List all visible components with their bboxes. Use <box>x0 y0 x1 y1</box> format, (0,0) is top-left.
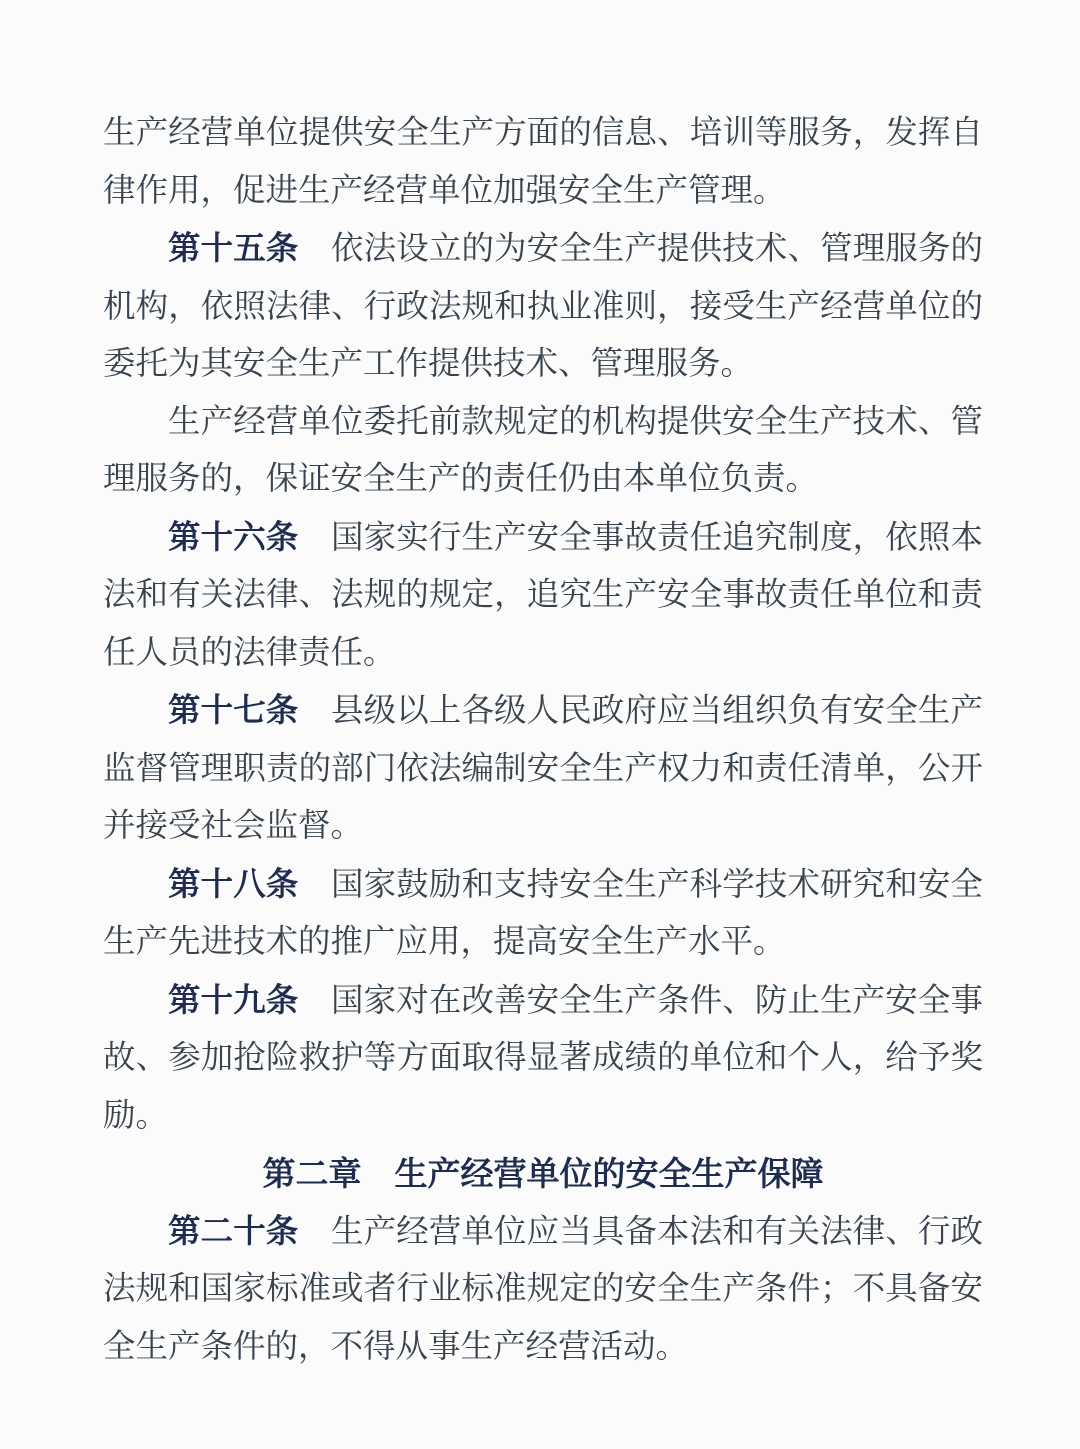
paragraph-text: 国家对在改善安全生产条件、防止生产安全事故、参加抢险救护等方面取得显著成绩的单位和个人，给予奖励。 <box>103 982 983 1134</box>
chapter-heading <box>103 1145 983 1203</box>
law-paragraph <box>103 972 983 1146</box>
law-paragraph <box>103 509 983 683</box>
paragraph-text: 依法设立的为安全生产提供技术、管理服务的机构，依照法律、行政法规和执业准则，接受生产经营单位的委托为其安全生产工作提供技术、管理服务。 <box>103 231 983 382</box>
article-number: 第二十条 <box>168 1212 299 1249</box>
article-number: 第十九条 <box>168 981 299 1018</box>
law-paragraph <box>103 856 983 972</box>
article-number: 第十八条 <box>168 865 299 902</box>
chapter-title: 生产经营单位的安全生产保障 <box>394 1155 824 1192</box>
chapter-number: 第二章 <box>262 1155 362 1192</box>
paragraph-text: 国家实行生产安全事故责任追究制度，依照本法和有关法律、法规的规定，追究生产安全事故责任单位和责任人员的法律责任。 <box>103 519 983 671</box>
paragraph-text: 生产经营单位委托前款规定的机构提供安全生产技术、管理服务的，保证安全生产的责任仍由本单位负责。 <box>103 403 983 497</box>
law-paragraph <box>103 220 983 394</box>
article-number: 第十六条 <box>168 518 299 555</box>
law-paragraph <box>103 394 983 509</box>
law-paragraph <box>103 105 983 220</box>
article-number: 第十七条 <box>168 692 299 728</box>
law-paragraph <box>103 1203 983 1377</box>
paragraph-text: 县级以上各级人民政府应当组织负有安全生产监督管理职责的部门依法编制安全生产权力和责任清单，公开并接受社会监督。 <box>103 693 983 844</box>
law-paragraph <box>103 682 983 856</box>
paragraph-text: 生产经营单位应当具备本法和有关法律、行政法规和国家标准或者行业标准规定的安全生产条件；不具备安全生产条件的，不得从事生产经营活动。 <box>103 1213 983 1365</box>
paragraph-text: 国家鼓励和支持安全生产科学技术研究和安全生产先进技术的推广应用，提高安全生产水平。 <box>103 866 983 960</box>
paragraph-text: 生产经营单位提供安全生产方面的信息、培训等服务，发挥自律作用，促进生产经营单位加强安全生产管理。 <box>103 115 983 209</box>
document-content <box>103 105 983 1376</box>
article-number: 第十五条 <box>168 230 299 266</box>
